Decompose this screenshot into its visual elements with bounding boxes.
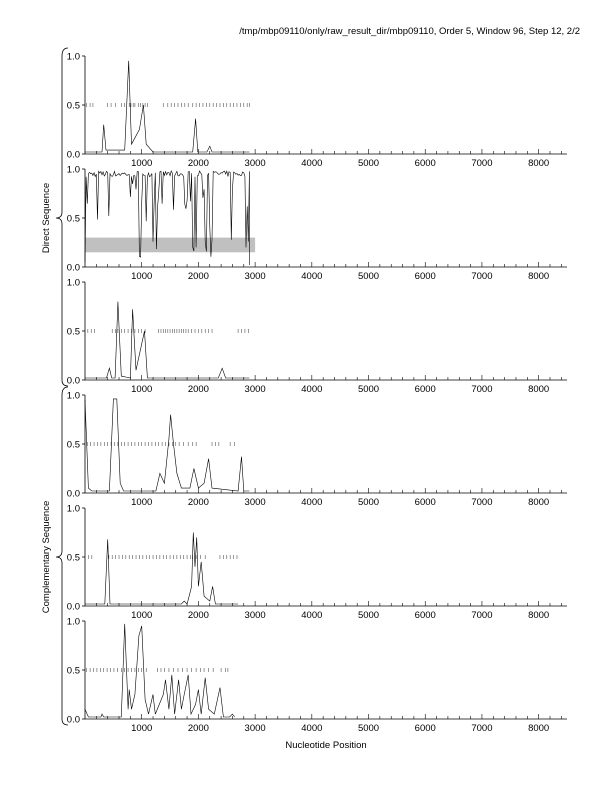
- y-tick-label: 0.0: [66, 488, 80, 500]
- panel-direct-3: [67, 278, 567, 396]
- x-tick-label: 3000: [244, 723, 266, 734]
- x-tick-label: 7000: [471, 497, 493, 508]
- x-tick-label: 8000: [528, 610, 550, 621]
- x-tick-label: 2000: [187, 271, 209, 282]
- x-tick-label: 1000: [131, 384, 153, 395]
- x-tick-label: 4000: [301, 497, 323, 508]
- y-tick-label: 0.5: [66, 213, 80, 225]
- x-tick-label: 8000: [528, 384, 550, 395]
- x-tick-label: 6000: [414, 497, 436, 508]
- y-tick-label: 0.0: [66, 262, 80, 274]
- x-tick-label: 7000: [471, 610, 493, 621]
- panel-complementary-1: [67, 391, 567, 509]
- panel-direct-1: [67, 52, 567, 170]
- x-tick-label: 8000: [528, 497, 550, 508]
- series-line: [85, 61, 249, 152]
- x-tick-label: 2000: [187, 723, 209, 734]
- page-title: /tmp/mbp09110/only/raw_result_dir/mbp09110, Order 5, Window 96, Step 12, 2/2: [239, 26, 580, 37]
- x-tick-label: 1000: [131, 723, 153, 734]
- x-tick-label: 7000: [471, 158, 493, 169]
- x-tick-label: 6000: [414, 271, 436, 282]
- group-brackets: [41, 48, 68, 725]
- x-tick-label: 1000: [131, 271, 153, 282]
- x-tick-label: 3000: [244, 384, 266, 395]
- panels: [67, 52, 567, 735]
- x-tick-label: 6000: [414, 158, 436, 169]
- x-tick-label: 4000: [301, 723, 323, 734]
- x-tick-label: 2000: [187, 610, 209, 621]
- x-tick-label: 8000: [528, 723, 550, 734]
- group-label: Direct Sequence: [41, 182, 52, 254]
- x-tick-label: 4000: [301, 271, 323, 282]
- x-tick-label: 5000: [357, 158, 380, 169]
- x-tick-label: 2000: [187, 384, 209, 395]
- panel-complementary-3: [67, 617, 567, 735]
- group-label: Complementary Sequence: [41, 500, 52, 614]
- x-tick-label: 5000: [357, 271, 380, 282]
- x-tick-label: 3000: [244, 271, 266, 282]
- x-tick-label: 1000: [131, 610, 153, 621]
- x-tick-label: 8000: [528, 158, 550, 169]
- x-tick-label: 3000: [244, 497, 266, 508]
- x-tick-label: 5000: [357, 497, 380, 508]
- y-tick-label: 1.0: [66, 164, 80, 176]
- y-tick-label: 0.0: [66, 601, 80, 613]
- series-line: [85, 399, 249, 491]
- x-tick-label: 6000: [414, 384, 436, 395]
- y-tick-label: 0.0: [66, 375, 80, 387]
- x-tick-label: 7000: [471, 723, 493, 734]
- x-tick-label: 4000: [301, 384, 323, 395]
- x-tick-label: 7000: [471, 271, 493, 282]
- y-tick-label: 0.0: [66, 714, 80, 726]
- x-tick-label: 1000: [131, 497, 153, 508]
- y-tick-label: 1.0: [66, 51, 80, 63]
- panel-complementary-2: [67, 504, 567, 622]
- y-tick-label: 0.5: [66, 665, 80, 677]
- x-tick-label: 8000: [528, 271, 550, 282]
- x-tick-label: 1000: [131, 158, 153, 169]
- x-tick-label: 4000: [301, 158, 323, 169]
- panel-direct-2: [67, 165, 567, 283]
- x-tick-label: 3000: [244, 610, 266, 621]
- series-line: [85, 624, 235, 717]
- x-tick-label: 5000: [357, 610, 380, 621]
- y-tick-label: 0.5: [66, 326, 80, 338]
- x-tick-label: 3000: [244, 158, 266, 169]
- x-tick-label: 4000: [301, 610, 323, 621]
- y-tick-label: 0.5: [66, 100, 80, 112]
- x-tick-label: 6000: [414, 723, 436, 734]
- threshold-band: [85, 238, 255, 253]
- x-tick-label: 2000: [187, 497, 209, 508]
- y-tick-label: 1.0: [66, 390, 80, 402]
- x-tick-label: 5000: [357, 723, 380, 734]
- y-tick-label: 1.0: [66, 616, 80, 628]
- x-tick-label: 7000: [471, 384, 493, 395]
- y-tick-label: 1.0: [66, 503, 80, 515]
- y-tick-label: 1.0: [66, 277, 80, 289]
- x-tick-label: 2000: [187, 158, 209, 169]
- y-tick-label: 0.0: [66, 149, 80, 161]
- series-line: [85, 533, 238, 605]
- x-tick-label: 5000: [357, 384, 380, 395]
- y-tick-label: 0.5: [66, 439, 80, 451]
- y-tick-label: 0.5: [66, 552, 80, 564]
- series-line: [85, 302, 249, 378]
- x-tick-label: 6000: [414, 610, 436, 621]
- x-axis-label: Nucleotide Position: [285, 740, 367, 751]
